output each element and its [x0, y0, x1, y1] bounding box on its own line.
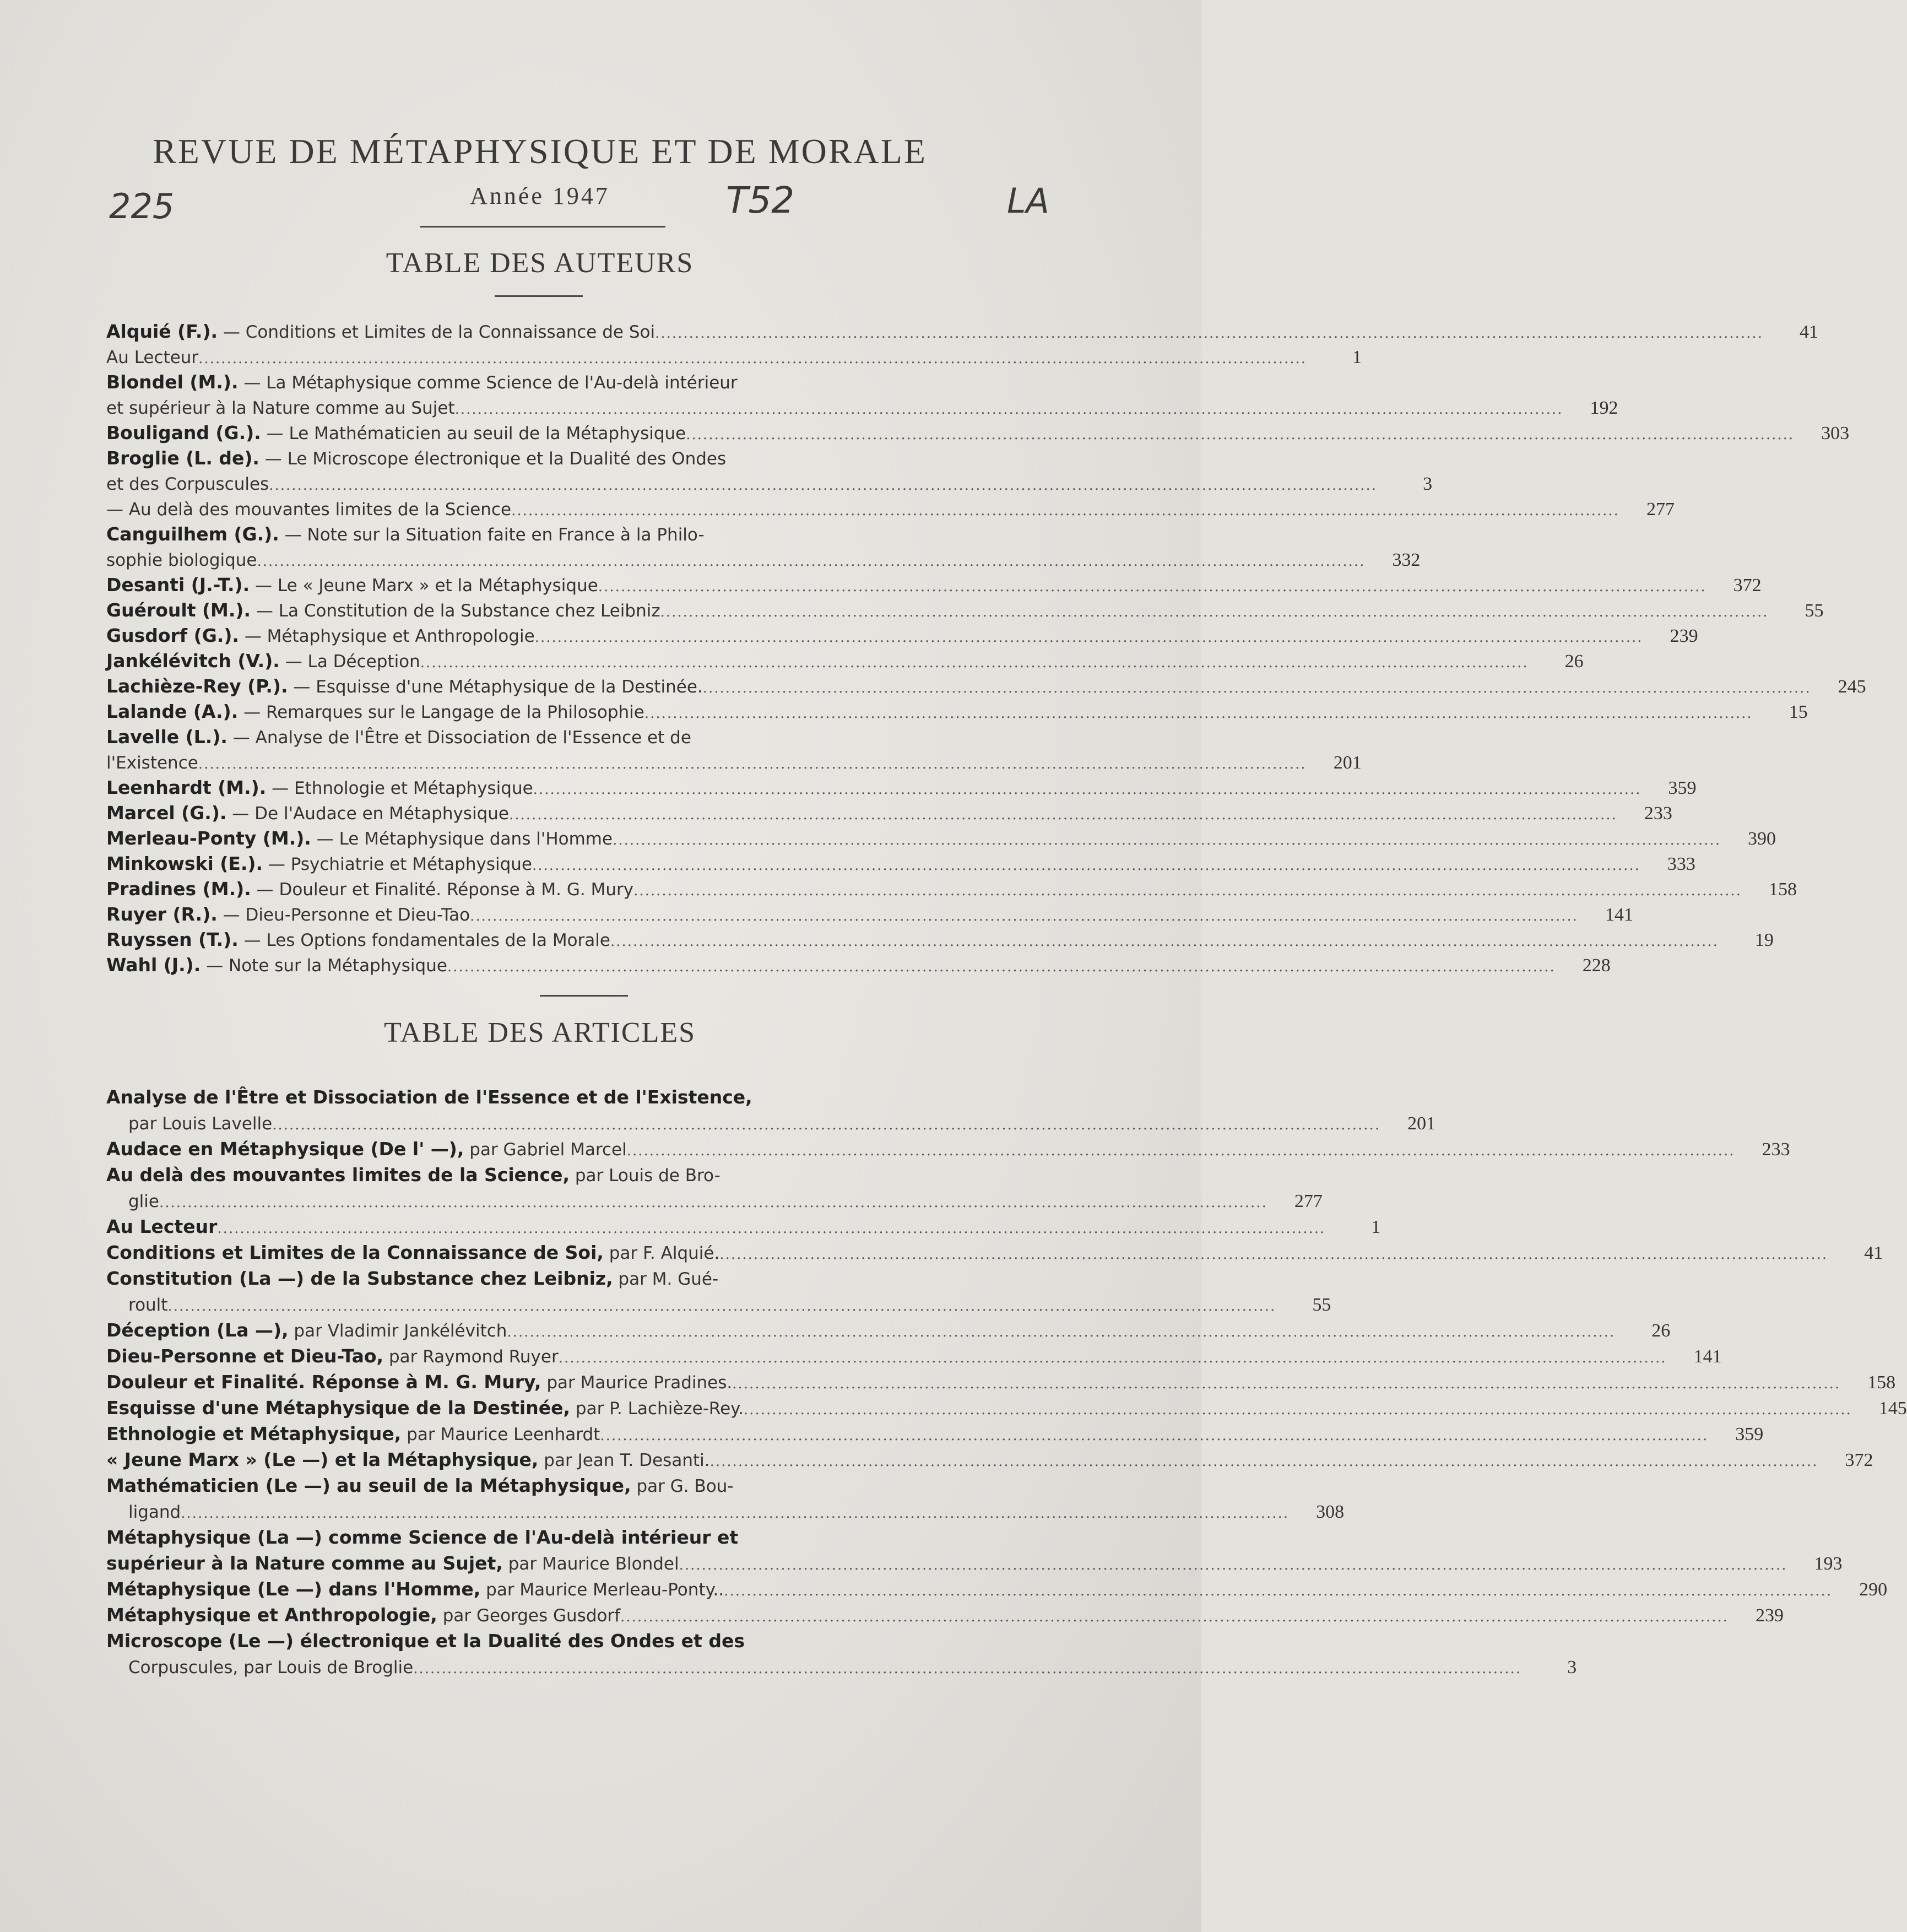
article-entry-text [128, 1501, 181, 1523]
author-entry-text [106, 549, 257, 571]
page-number: 3 [1423, 474, 1433, 494]
author-article-title: sophie biologique [106, 550, 257, 570]
author-row [106, 878, 1797, 903]
author-name: Lalande (A.). [106, 701, 239, 722]
author-entry-text [106, 802, 509, 824]
page-number: 245 [1838, 677, 1866, 697]
dot-leader [198, 350, 1307, 367]
author-entry-text [106, 777, 533, 799]
page-number: 290 [1859, 1579, 1888, 1600]
dot-leader [644, 705, 1753, 722]
author-name: Ruyssen (T.). [106, 929, 239, 950]
author-article-title: — Le Mathématicien au seuil de la Métaphysique [261, 424, 686, 443]
article-title: Douleur et Finalité. Réponse à M. G. Mury, [106, 1371, 541, 1393]
article-title: Microscope (Le —) électronique et la Dualité des Ondes et des [106, 1630, 745, 1652]
page-number: 141 [1605, 905, 1633, 925]
page-number: 26 [1564, 651, 1584, 672]
author-name: Wahl (J.). [106, 954, 201, 976]
dot-leader [507, 1324, 1615, 1340]
page-number: 201 [1407, 1113, 1436, 1134]
dot-leader [732, 1376, 1840, 1392]
page-number: 333 [1667, 854, 1695, 874]
page-number: 359 [1735, 1424, 1764, 1444]
dot-leader [627, 1143, 1735, 1159]
page-number: 239 [1670, 626, 1698, 646]
dot-leader [420, 654, 1529, 671]
page-number: 277 [1646, 499, 1675, 519]
author-article-title: — Métaphysique et Anthropologie [239, 626, 535, 646]
article-title: supérieur à la Nature comme au Sujet, [106, 1552, 503, 1574]
article-row [106, 1164, 982, 1190]
author-entry-text [106, 929, 610, 951]
page-number: 308 [1316, 1502, 1345, 1522]
author-entry-text [106, 397, 455, 419]
page-number: 233 [1762, 1139, 1790, 1160]
article-entry-text [106, 1345, 559, 1367]
author-row [106, 321, 1818, 346]
article-entry-text [106, 1552, 679, 1574]
article-entry-text [128, 1656, 413, 1678]
author-entry-text [106, 422, 686, 444]
author-name: Desanti (J.-T.). [106, 574, 250, 596]
article-entry-text [106, 1423, 600, 1445]
author-entry-text [106, 523, 705, 545]
article-author: Corpuscules, par Louis de Broglie [128, 1658, 414, 1677]
page-number: 55 [1312, 1295, 1331, 1315]
article-title: Ethnologie et Métaphysique, [106, 1423, 402, 1444]
dot-leader [600, 1427, 1708, 1444]
authors-list [106, 321, 1866, 979]
author-row [106, 675, 1866, 701]
author-article-title: — La Constitution de la Substance chez Leibniz [251, 601, 660, 621]
author-article-title: — Esquisse d'une Métaphysique de la Destinée. [288, 677, 703, 697]
page-number: 19 [1754, 930, 1774, 950]
articles-list [106, 1086, 1907, 1682]
author-entry-text [106, 574, 598, 596]
page-number: 26 [1651, 1321, 1671, 1341]
page-number: 1 [1352, 347, 1362, 367]
author-name: Merleau-Ponty (M.). [106, 827, 311, 849]
article-row [106, 1371, 1896, 1397]
author-name: Guéroult (M.). [106, 599, 251, 621]
article-entry-text [128, 1294, 167, 1316]
author-article-title: — Psychiatrie et Métaphysique [263, 854, 533, 874]
dot-leader [655, 325, 1763, 342]
article-entry-text [106, 1475, 734, 1497]
article-row [106, 1112, 1436, 1138]
article-entry-text [106, 1527, 738, 1549]
dot-leader [198, 756, 1307, 772]
article-row [106, 1397, 1907, 1423]
author-row [106, 523, 982, 549]
author-name: Minkowski (E.). [106, 853, 263, 874]
author-name: Broglie (L. de). [106, 447, 259, 469]
author-article-title: — La Déception [279, 652, 420, 672]
article-title: Audace en Métaphysique (De l' —), [106, 1138, 464, 1160]
dot-leader [159, 1194, 1267, 1211]
dot-leader [269, 477, 1377, 494]
article-author: par G. Bou- [631, 1476, 734, 1496]
year-divider [420, 226, 665, 228]
author-article-title: — Douleur et Finalité. Réponse à M. G. Mury [251, 880, 634, 900]
article-title: Constitution (La —) de la Substance chez Leibniz, [106, 1268, 613, 1289]
author-entry-text [106, 346, 198, 368]
author-article-title: l'Existence [106, 753, 198, 773]
article-author: roult [128, 1295, 168, 1315]
author-row [106, 853, 1695, 878]
author-article-title: — Les Options fondamentales de la Morale [238, 930, 610, 950]
page-number: 239 [1756, 1605, 1784, 1626]
page-number: 3 [1567, 1657, 1577, 1677]
article-title: « Jeune Marx » (Le —) et la Métaphysique, [106, 1449, 539, 1470]
author-name: Pradines (M.). [106, 878, 251, 900]
article-row [106, 1268, 982, 1294]
article-entry-text [106, 1319, 507, 1341]
article-row [106, 1345, 1722, 1371]
section-divider [540, 995, 628, 997]
article-author: par P. Lachièze-Rey. [570, 1399, 744, 1419]
author-entry-text [106, 498, 511, 520]
author-entry-text [106, 675, 703, 697]
author-row [106, 802, 1672, 827]
article-row [106, 1319, 1671, 1345]
author-entry-text [106, 473, 269, 495]
article-entry-text [106, 1242, 719, 1264]
author-name: Ruyer (R.). [106, 903, 218, 925]
page-number: 1 [1371, 1217, 1381, 1237]
page-number: 277 [1294, 1191, 1323, 1211]
author-entry-text [106, 599, 660, 621]
author-article-title: — Analyse de l'Être et Dissociation de l'Essence et de [227, 728, 691, 748]
author-article-title: — Le « Jeune Marx » et la Métaphysique [250, 576, 598, 596]
author-entry-text [106, 447, 726, 469]
article-entry-text [106, 1268, 718, 1290]
dot-leader [413, 1660, 1521, 1677]
dot-leader [679, 1557, 1787, 1573]
page-number: 372 [1733, 575, 1762, 596]
author-entry-text [106, 650, 420, 672]
article-entry-text [128, 1112, 272, 1134]
article-row [106, 1449, 1873, 1475]
article-row [106, 1294, 1331, 1319]
article-row [106, 1423, 1764, 1449]
page-number: 15 [1789, 702, 1808, 722]
article-author: par Jean T. Desanti. [538, 1451, 710, 1470]
author-name: Marcel (G.). [106, 802, 227, 824]
article-row [106, 1086, 982, 1112]
author-row [106, 599, 1824, 625]
page-number: 141 [1693, 1346, 1722, 1367]
dot-leader [598, 578, 1706, 595]
author-row [106, 777, 1697, 802]
handwritten-note-left: 225 [109, 186, 175, 226]
author-row [106, 574, 1762, 599]
author-article-title: — De l'Audace en Métaphysique [226, 804, 509, 824]
article-entry-text [106, 1371, 732, 1393]
author-entry-text [106, 853, 532, 875]
article-author: par Louis Lavelle [128, 1114, 273, 1134]
dot-leader [613, 832, 1721, 848]
author-article-title: — La Métaphysique comme Science de l'Au-delà intérieur [238, 373, 738, 393]
author-entry-text [106, 878, 633, 900]
author-article-title: — Conditions et Limites de la Connaissance de Soi [218, 322, 655, 342]
page-number: 145 [1878, 1398, 1907, 1419]
article-author: par M. Gué- [613, 1269, 719, 1289]
author-article-title: — Ethnologie et Métaphysique [266, 778, 533, 798]
author-name: Alquié (F.). [106, 321, 218, 342]
author-entry-text [106, 321, 655, 343]
author-entry-text [106, 726, 691, 748]
dot-leader [167, 1298, 1276, 1314]
author-entry-text [106, 625, 535, 647]
author-article-title: — Au delà des mouvantes limites de la Science [106, 500, 512, 519]
author-name: Lachièze-Rey (P.). [106, 675, 288, 697]
author-row [106, 726, 982, 751]
handwritten-note-center: T52 [726, 179, 795, 221]
author-article-title: et des Corpuscules [106, 474, 269, 494]
author-row [106, 827, 1776, 853]
article-title: Dieu-Personne et Dieu-Tao, [106, 1345, 384, 1367]
author-name: Jankélévitch (V.). [106, 650, 280, 672]
author-name: Gusdorf (G.). [106, 625, 239, 646]
article-row [106, 1242, 1883, 1268]
page-number: 193 [1814, 1554, 1843, 1574]
dot-leader [532, 857, 1640, 874]
article-title: Mathématicien (Le —) au seuil de la Métaphysique, [106, 1475, 631, 1496]
author-row [106, 751, 1362, 777]
article-row [106, 1527, 982, 1552]
author-row [106, 903, 1633, 929]
page-number: 228 [1582, 955, 1611, 976]
page-number: 332 [1392, 550, 1421, 570]
dot-leader [710, 1453, 1818, 1470]
article-row [106, 1501, 1345, 1527]
author-row [106, 473, 1433, 498]
article-entry-text [128, 1190, 159, 1212]
article-entry-text [106, 1578, 724, 1600]
article-author: ligand [128, 1502, 181, 1522]
dot-leader [620, 1609, 1729, 1625]
article-entry-text [106, 1216, 217, 1238]
dot-leader [719, 1246, 1828, 1263]
article-author: glie [128, 1192, 159, 1211]
page-number: 233 [1644, 803, 1672, 824]
page-number: 372 [1845, 1450, 1873, 1470]
dot-leader [559, 1350, 1667, 1366]
author-name: Lavelle (L.). [106, 726, 227, 748]
article-entry-text [106, 1138, 627, 1160]
article-entry-text [106, 1164, 720, 1186]
page-number: 192 [1590, 398, 1618, 418]
article-title: Au Lecteur [106, 1216, 218, 1237]
handwritten-note-right: LA [1007, 181, 1049, 221]
author-entry-text [106, 371, 738, 393]
dot-leader [272, 1117, 1380, 1133]
article-author: par Vladimir Jankélévitch [288, 1321, 507, 1341]
article-row [106, 1138, 1790, 1164]
author-row [106, 625, 1698, 650]
author-name: Bouligand (G.). [106, 422, 261, 443]
dot-leader [511, 502, 1619, 519]
page-number: 55 [1805, 600, 1824, 621]
page-number: 201 [1333, 753, 1362, 773]
dot-leader [181, 1505, 1289, 1522]
dot-leader [744, 1401, 1852, 1418]
author-row [106, 701, 1808, 726]
article-title: Conditions et Limites de la Connaissance de Soi, [106, 1242, 604, 1263]
article-author: par Maurice Pradines. [541, 1373, 733, 1393]
article-author: par Georges Gusdorf [437, 1606, 621, 1626]
dot-leader [447, 959, 1556, 975]
article-row [106, 1604, 1784, 1630]
dot-leader [660, 604, 1769, 620]
dot-leader [533, 781, 1641, 798]
page-number: 390 [1747, 829, 1776, 849]
authors-divider [495, 295, 583, 297]
author-article-title: — Dieu-Personne et Dieu-Tao [217, 905, 470, 925]
journal-title: REVUE DE MÉTAPHYSIQUE ET DE MORALE [153, 132, 927, 171]
dot-leader [455, 401, 1563, 418]
dot-leader [535, 629, 1643, 646]
article-title: Esquisse d'une Métaphysique de la Destinée, [106, 1397, 571, 1419]
page-number: 359 [1668, 778, 1697, 798]
article-entry-text [106, 1449, 710, 1471]
dot-leader [470, 908, 1578, 924]
dot-leader [257, 553, 1366, 570]
article-entry-text [106, 1086, 752, 1108]
year-label: Année 1947 [470, 182, 610, 209]
article-author: par Maurice Blondel [502, 1554, 679, 1574]
author-entry-text [106, 751, 198, 773]
article-author: par Maurice Merleau-Ponty.. [480, 1580, 724, 1600]
article-author: par F. Alquié. [603, 1243, 720, 1263]
author-article-title: — Note sur la Situation faite en France à la Philo- [279, 525, 705, 545]
dot-leader [686, 426, 1794, 443]
author-row [106, 498, 1675, 523]
author-row [106, 929, 1774, 954]
author-entry-text [106, 954, 447, 976]
author-entry-text [106, 701, 644, 723]
author-article-title: — Note sur la Métaphysique [201, 956, 447, 976]
article-title: Métaphysique et Anthropologie, [106, 1604, 437, 1626]
author-row [106, 447, 982, 473]
author-row [106, 397, 1618, 422]
author-article-title: — Le Microscope électronique et la Dualité des Ondes [259, 449, 727, 469]
author-row [106, 954, 1611, 979]
dot-leader [724, 1583, 1832, 1599]
article-title: Déception (La —), [106, 1319, 289, 1341]
article-row [106, 1190, 1323, 1216]
page-number: 303 [1821, 423, 1850, 443]
article-row [106, 1630, 982, 1656]
dot-leader [509, 807, 1617, 823]
dot-leader [703, 680, 1811, 696]
authors-heading: TABLE DES AUTEURS [386, 247, 694, 279]
article-author: par Maurice Leenhardt [401, 1425, 600, 1444]
page-number: 158 [1867, 1372, 1896, 1393]
author-entry-text [106, 903, 470, 926]
author-row [106, 346, 1362, 371]
page-number: 41 [1864, 1243, 1883, 1263]
author-row [106, 371, 982, 397]
page-number: 158 [1768, 879, 1797, 900]
author-entry-text [106, 827, 613, 849]
author-name: Canguilhem (G.). [106, 523, 279, 545]
article-author: par Raymond Ruyer [383, 1347, 559, 1367]
author-row [106, 650, 1584, 675]
article-title: Analyse de l'Être et Dissociation de l'Essence et de l'Existence, [106, 1086, 752, 1108]
author-article-title: et supérieur à la Nature comme au Sujet [106, 398, 455, 418]
article-row [106, 1656, 1577, 1682]
article-author: par Gabriel Marcel [464, 1140, 627, 1160]
article-row [106, 1552, 1843, 1578]
author-name: Leenhardt (M.). [106, 777, 267, 798]
author-article-title: Au Lecteur [106, 348, 199, 367]
article-row [106, 1216, 1381, 1242]
dot-leader [217, 1220, 1325, 1237]
articles-heading: TABLE DES ARTICLES [383, 1017, 696, 1048]
article-entry-text [106, 1630, 745, 1652]
article-entry-text [106, 1397, 744, 1419]
author-row [106, 422, 1850, 447]
author-article-title: — Remarques sur le Langage de la Philosophie [238, 702, 644, 722]
author-name: Blondel (M.). [106, 371, 239, 393]
article-row [106, 1578, 1888, 1604]
page-number: 41 [1799, 322, 1818, 342]
article-entry-text [106, 1604, 620, 1626]
dot-leader [610, 933, 1719, 950]
article-author: par Louis de Bro- [570, 1166, 720, 1186]
dot-leader [633, 883, 1742, 899]
author-article-title: — Le Métaphysique dans l'Homme [311, 829, 613, 849]
article-title: Métaphysique (Le —) dans l'Homme, [106, 1578, 481, 1600]
article-title: Métaphysique (La —) comme Science de l'Au-delà intérieur et [106, 1527, 739, 1548]
article-title: Au delà des mouvantes limites de la Science, [106, 1164, 570, 1186]
author-row [106, 549, 1421, 574]
article-row [106, 1475, 982, 1501]
